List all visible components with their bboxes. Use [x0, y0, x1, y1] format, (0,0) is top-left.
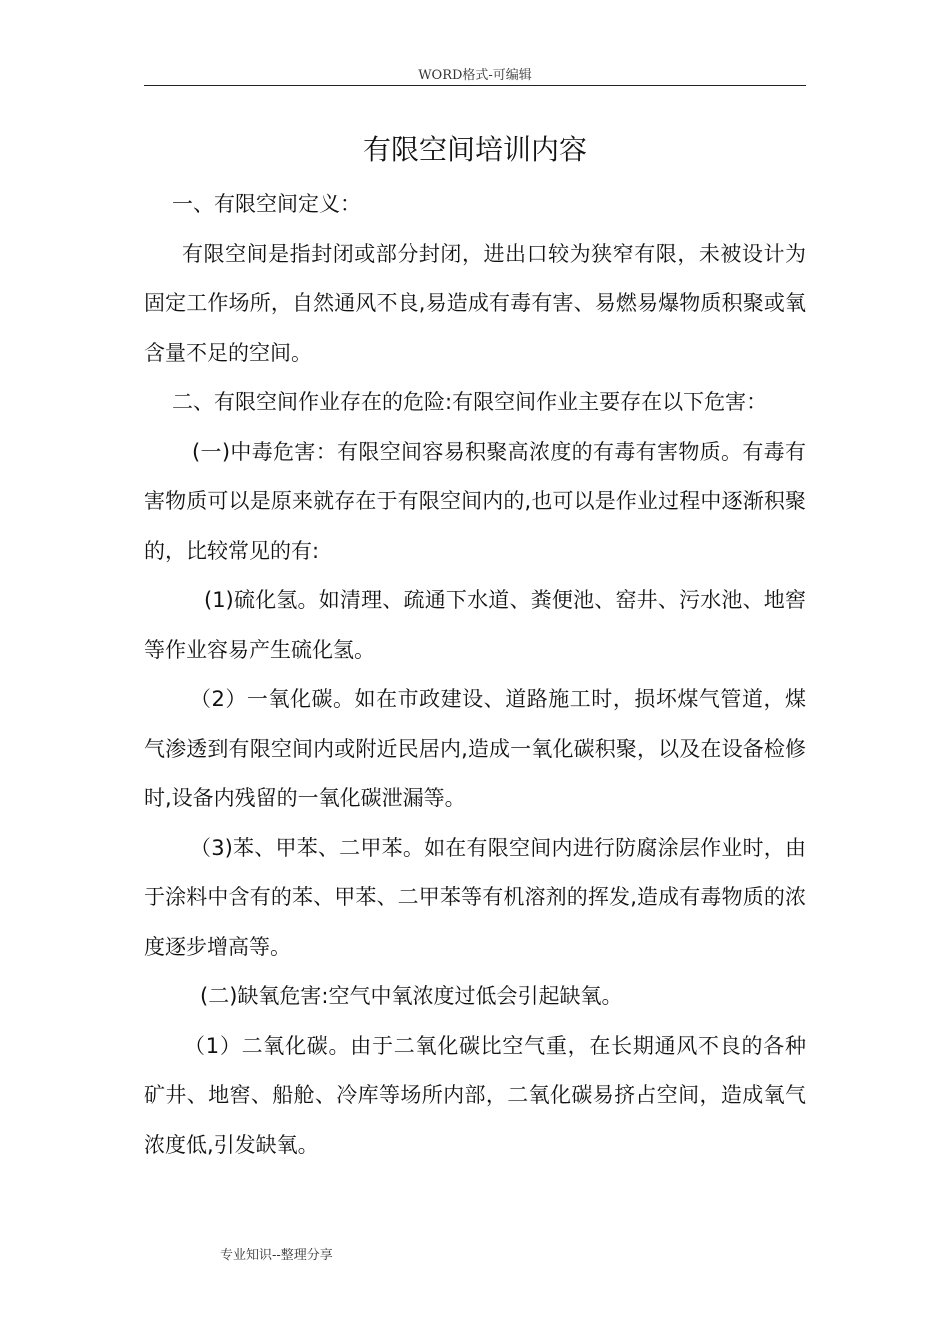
section-heading-definition: 一、有限空间定义： — [172, 192, 361, 216]
section-heading-hazards: 二、有限空间作业存在的危险:有限空间作业主要存在以下危害： — [172, 390, 768, 414]
paragraph-carbon-monoxide: （2）一氧化碳。如在市政建设、道路施工时，损坏煤气管道，煤气渗透到有限空间内或附近民居内,造成一氧化碳积聚，以及在设备检修时,设备内残留的一氧化碳泄漏等。 — [144, 687, 806, 810]
paragraph-carbon-dioxide: （1）二氧化碳。由于二氧化碳比空气重，在长期通风不良的各种矿井、地窖、船舱、冷库等场所内部，二氧化碳易挤占空间，造成氧气浓度低,引发缺氧。 — [144, 1033, 806, 1157]
paragraph-hydrogen-sulfide: (1)硫化氢。如清理、疏通下水道、粪便池、窑井、污水池、地窖等作业容易产生硫化氢。 — [144, 588, 806, 662]
paragraph-poisoning-hazard: (一)中毒危害：有限空间容易积聚高浓度的有毒有害物质。有毒有害物质可以是原来就存在于有限空间内的,也可以是作业过程中逐渐积聚的，比较常见的有: — [144, 439, 806, 563]
paragraph-benzene: （3)苯、甲苯、二甲苯。如在有限空间内进行防腐涂层作业时，由于涂料中含有的苯、甲苯、二甲苯等有机溶剂的挥发,造成有毒物质的浓度逐步增高等。 — [144, 835, 806, 959]
document-title: 有限空间培训内容 — [362, 133, 587, 166]
header-divider — [144, 85, 806, 86]
page-header: WORD格式-可编辑 — [418, 68, 532, 83]
paragraph-oxygen-deficiency-hazard: (二)缺氧危害:空气中氧浓度过低会引起缺氧。 — [200, 984, 623, 1008]
page-footer: 专业知识--整理分享 — [220, 1248, 333, 1263]
paragraph-definition: 有限空间是指封闭或部分封闭，进出口较为狭窄有限，未被设计为固定工作场所，自然通风不良,易造成有毒有害、易燃易爆物质积聚或氧含量不足的空间。 — [144, 241, 806, 365]
document-body — [144, 180, 806, 1170]
